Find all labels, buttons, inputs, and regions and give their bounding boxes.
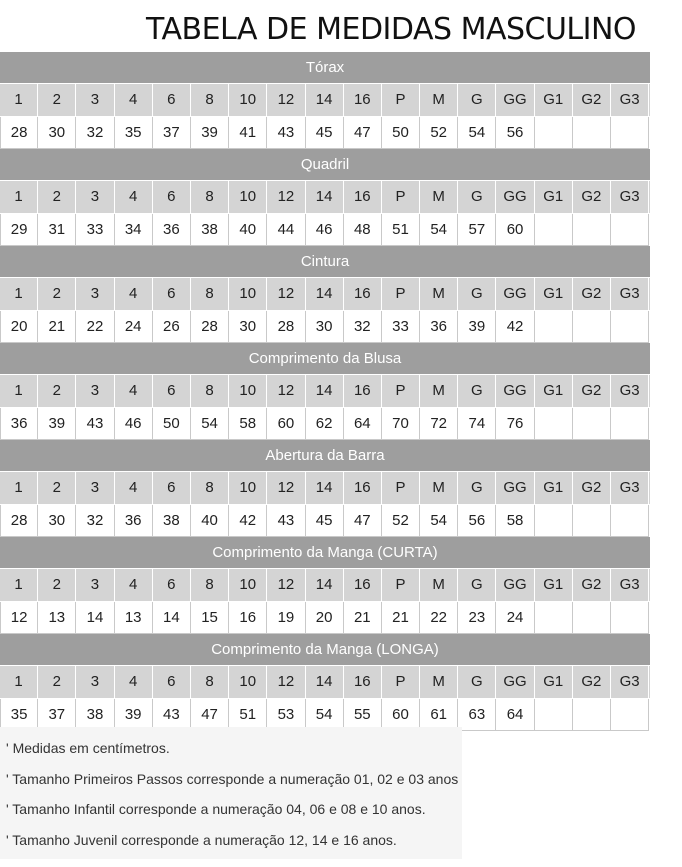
size-cell: 6 bbox=[153, 569, 191, 601]
size-cell: 16 bbox=[344, 181, 382, 213]
value-cell: 50 bbox=[153, 408, 191, 440]
size-cell: M bbox=[420, 472, 458, 504]
value-cell bbox=[611, 602, 649, 634]
size-cell: 1 bbox=[0, 569, 38, 601]
size-cell: 6 bbox=[153, 375, 191, 407]
value-cell bbox=[611, 214, 649, 246]
value-cell: 23 bbox=[458, 602, 496, 634]
size-cell: 10 bbox=[229, 569, 267, 601]
size-row bbox=[0, 278, 650, 311]
size-cell: G3 bbox=[611, 181, 649, 213]
value-cell: 47 bbox=[344, 505, 382, 537]
value-cell: 15 bbox=[191, 602, 229, 634]
size-cell: 10 bbox=[229, 181, 267, 213]
size-cell: M bbox=[420, 181, 458, 213]
size-cell: G bbox=[458, 84, 496, 116]
value-cell bbox=[573, 408, 611, 440]
size-cell: G1 bbox=[535, 666, 573, 698]
size-cell: G2 bbox=[573, 181, 611, 213]
value-cell: 54 bbox=[191, 408, 229, 440]
size-cell: G2 bbox=[573, 278, 611, 310]
size-cell: 16 bbox=[344, 375, 382, 407]
value-cell bbox=[535, 699, 573, 731]
size-cell: 8 bbox=[191, 375, 229, 407]
value-cell bbox=[573, 311, 611, 343]
size-cell: G1 bbox=[535, 278, 573, 310]
value-cell: 22 bbox=[76, 311, 114, 343]
size-row bbox=[0, 84, 650, 117]
value-cell: 31 bbox=[38, 214, 76, 246]
value-cell: 46 bbox=[115, 408, 153, 440]
size-cell: 2 bbox=[38, 278, 76, 310]
size-cell: GG bbox=[496, 666, 534, 698]
size-cell: 6 bbox=[153, 181, 191, 213]
notes-box bbox=[0, 727, 462, 859]
value-cell: 36 bbox=[0, 408, 38, 440]
size-cell: 16 bbox=[344, 472, 382, 504]
note-line: ' Tamanho Infantil corresponde a numeração 04, 06 e 08 e 10 anos. bbox=[6, 801, 426, 817]
size-cell: 8 bbox=[191, 84, 229, 116]
value-cell: 74 bbox=[458, 408, 496, 440]
value-cell: 40 bbox=[191, 505, 229, 537]
size-cell: P bbox=[382, 375, 420, 407]
value-cell bbox=[573, 214, 611, 246]
value-cell bbox=[611, 311, 649, 343]
note-line: ' Medidas em centímetros. bbox=[6, 740, 170, 756]
value-cell: 29 bbox=[0, 214, 38, 246]
size-cell: 6 bbox=[153, 84, 191, 116]
size-cell: G bbox=[458, 472, 496, 504]
size-cell: 1 bbox=[0, 84, 38, 116]
size-cell: 8 bbox=[191, 278, 229, 310]
size-cell: 4 bbox=[115, 278, 153, 310]
value-cell: 62 bbox=[306, 408, 344, 440]
value-cell: 47 bbox=[191, 699, 229, 731]
size-cell: 3 bbox=[76, 181, 114, 213]
value-cell: 13 bbox=[115, 602, 153, 634]
size-cell: 1 bbox=[0, 472, 38, 504]
value-cell bbox=[535, 117, 573, 149]
value-cell: 52 bbox=[382, 505, 420, 537]
size-cell: 16 bbox=[344, 666, 382, 698]
value-cell: 60 bbox=[382, 699, 420, 731]
size-cell: 12 bbox=[267, 472, 305, 504]
section-header: Comprimento da Manga (CURTA) bbox=[0, 537, 650, 569]
value-row bbox=[0, 505, 650, 537]
value-cell: 54 bbox=[306, 699, 344, 731]
size-cell: P bbox=[382, 666, 420, 698]
size-cell: 2 bbox=[38, 84, 76, 116]
size-cell: G3 bbox=[611, 375, 649, 407]
size-cell: 10 bbox=[229, 278, 267, 310]
size-cell: 3 bbox=[76, 472, 114, 504]
value-cell: 45 bbox=[306, 505, 344, 537]
size-cell: P bbox=[382, 472, 420, 504]
size-cell: 4 bbox=[115, 666, 153, 698]
size-cell: 2 bbox=[38, 472, 76, 504]
size-cell: 6 bbox=[153, 472, 191, 504]
value-cell: 21 bbox=[344, 602, 382, 634]
value-cell: 14 bbox=[76, 602, 114, 634]
value-cell: 38 bbox=[76, 699, 114, 731]
value-cell: 56 bbox=[496, 117, 534, 149]
size-cell: 16 bbox=[344, 569, 382, 601]
value-cell: 32 bbox=[76, 505, 114, 537]
value-row bbox=[0, 408, 650, 440]
value-cell: 33 bbox=[382, 311, 420, 343]
size-cell: 14 bbox=[306, 569, 344, 601]
value-cell: 57 bbox=[458, 214, 496, 246]
size-cell: 6 bbox=[153, 666, 191, 698]
value-cell bbox=[573, 117, 611, 149]
value-cell: 60 bbox=[496, 214, 534, 246]
value-cell: 70 bbox=[382, 408, 420, 440]
size-row bbox=[0, 666, 650, 699]
size-cell: P bbox=[382, 181, 420, 213]
value-cell: 30 bbox=[38, 117, 76, 149]
size-cell: 4 bbox=[115, 375, 153, 407]
note-line: ' Tamanho Juvenil corresponde a numeração 12, 14 e 16 anos. bbox=[6, 831, 397, 848]
size-cell: 16 bbox=[344, 84, 382, 116]
value-cell: 63 bbox=[458, 699, 496, 731]
size-cell: 2 bbox=[38, 181, 76, 213]
size-cell: G2 bbox=[573, 569, 611, 601]
value-cell: 28 bbox=[267, 311, 305, 343]
size-cell: G3 bbox=[611, 666, 649, 698]
value-cell: 37 bbox=[153, 117, 191, 149]
value-cell: 14 bbox=[153, 602, 191, 634]
size-cell: G1 bbox=[535, 84, 573, 116]
value-cell: 45 bbox=[306, 117, 344, 149]
size-cell: P bbox=[382, 569, 420, 601]
section-header: Abertura da Barra bbox=[0, 440, 650, 472]
size-cell: 14 bbox=[306, 375, 344, 407]
size-cell: G1 bbox=[535, 472, 573, 504]
value-cell: 33 bbox=[76, 214, 114, 246]
size-cell: GG bbox=[496, 472, 534, 504]
value-cell: 19 bbox=[267, 602, 305, 634]
size-cell: G1 bbox=[535, 181, 573, 213]
size-cell: 8 bbox=[191, 181, 229, 213]
size-cell: G bbox=[458, 569, 496, 601]
size-cell: P bbox=[382, 84, 420, 116]
value-cell: 32 bbox=[76, 117, 114, 149]
size-cell: GG bbox=[496, 375, 534, 407]
size-cell: 3 bbox=[76, 84, 114, 116]
size-cell: 1 bbox=[0, 278, 38, 310]
size-cell: M bbox=[420, 84, 458, 116]
size-cell: 4 bbox=[115, 569, 153, 601]
value-cell: 42 bbox=[496, 311, 534, 343]
value-cell bbox=[611, 117, 649, 149]
value-row bbox=[0, 311, 650, 343]
value-cell: 30 bbox=[38, 505, 76, 537]
value-cell bbox=[573, 602, 611, 634]
value-cell: 28 bbox=[0, 505, 38, 537]
value-cell bbox=[535, 408, 573, 440]
size-cell: G1 bbox=[535, 569, 573, 601]
value-cell: 43 bbox=[76, 408, 114, 440]
size-cell: G2 bbox=[573, 472, 611, 504]
value-cell: 40 bbox=[229, 214, 267, 246]
size-cell: 10 bbox=[229, 84, 267, 116]
size-cell: 3 bbox=[76, 278, 114, 310]
value-cell: 47 bbox=[344, 117, 382, 149]
value-cell: 72 bbox=[420, 408, 458, 440]
size-cell: 12 bbox=[267, 181, 305, 213]
size-cell: 16 bbox=[344, 278, 382, 310]
value-cell: 61 bbox=[420, 699, 458, 731]
size-cell: 2 bbox=[38, 569, 76, 601]
size-cell: 10 bbox=[229, 666, 267, 698]
size-cell: GG bbox=[496, 569, 534, 601]
size-cell: 12 bbox=[267, 278, 305, 310]
value-cell: 30 bbox=[306, 311, 344, 343]
size-cell: M bbox=[420, 666, 458, 698]
value-row bbox=[0, 602, 650, 634]
size-cell: 4 bbox=[115, 181, 153, 213]
size-cell: M bbox=[420, 569, 458, 601]
value-cell: 43 bbox=[153, 699, 191, 731]
size-cell: G3 bbox=[611, 278, 649, 310]
value-row bbox=[0, 214, 650, 246]
value-cell: 26 bbox=[153, 311, 191, 343]
size-cell: 14 bbox=[306, 666, 344, 698]
value-cell bbox=[535, 311, 573, 343]
value-cell: 20 bbox=[0, 311, 38, 343]
value-cell: 44 bbox=[267, 214, 305, 246]
size-cell: G bbox=[458, 278, 496, 310]
size-cell: 1 bbox=[0, 666, 38, 698]
value-cell: 35 bbox=[0, 699, 38, 731]
value-cell: 55 bbox=[344, 699, 382, 731]
size-cell: 3 bbox=[76, 666, 114, 698]
size-cell: G bbox=[458, 375, 496, 407]
size-cell: G2 bbox=[573, 84, 611, 116]
value-cell: 58 bbox=[229, 408, 267, 440]
size-cell: 10 bbox=[229, 375, 267, 407]
value-cell: 53 bbox=[267, 699, 305, 731]
value-cell: 52 bbox=[420, 117, 458, 149]
value-cell: 24 bbox=[496, 602, 534, 634]
value-cell: 60 bbox=[267, 408, 305, 440]
size-cell: M bbox=[420, 375, 458, 407]
size-cell: G bbox=[458, 666, 496, 698]
value-cell: 13 bbox=[38, 602, 76, 634]
value-cell: 12 bbox=[0, 602, 38, 634]
value-cell: 51 bbox=[229, 699, 267, 731]
value-cell: 38 bbox=[191, 214, 229, 246]
value-cell bbox=[535, 505, 573, 537]
size-cell: G3 bbox=[611, 569, 649, 601]
value-cell bbox=[535, 214, 573, 246]
size-row bbox=[0, 569, 650, 602]
value-cell: 56 bbox=[458, 505, 496, 537]
size-cell: 14 bbox=[306, 472, 344, 504]
size-cell: 8 bbox=[191, 569, 229, 601]
size-cell: 14 bbox=[306, 278, 344, 310]
value-cell: 30 bbox=[229, 311, 267, 343]
size-cell: 10 bbox=[229, 472, 267, 504]
page-title: TABELA DE MEDIDAS MASCULINO bbox=[146, 12, 637, 47]
size-cell: G1 bbox=[535, 375, 573, 407]
size-cell: G2 bbox=[573, 375, 611, 407]
value-cell: 64 bbox=[344, 408, 382, 440]
size-cell: 3 bbox=[76, 375, 114, 407]
size-cell: G3 bbox=[611, 472, 649, 504]
value-cell: 36 bbox=[153, 214, 191, 246]
size-row bbox=[0, 472, 650, 505]
value-cell: 39 bbox=[115, 699, 153, 731]
value-cell bbox=[573, 699, 611, 731]
value-cell: 58 bbox=[496, 505, 534, 537]
value-cell: 50 bbox=[382, 117, 420, 149]
value-cell: 35 bbox=[115, 117, 153, 149]
value-cell bbox=[611, 505, 649, 537]
size-cell: 1 bbox=[0, 375, 38, 407]
size-cell: 8 bbox=[191, 666, 229, 698]
size-cell: 12 bbox=[267, 84, 305, 116]
size-cell: G3 bbox=[611, 84, 649, 116]
size-cell: G bbox=[458, 181, 496, 213]
size-cell: 14 bbox=[306, 181, 344, 213]
value-cell: 36 bbox=[420, 311, 458, 343]
value-cell: 38 bbox=[153, 505, 191, 537]
value-cell bbox=[573, 505, 611, 537]
size-cell: P bbox=[382, 278, 420, 310]
size-cell: 2 bbox=[38, 375, 76, 407]
value-cell: 34 bbox=[115, 214, 153, 246]
value-cell: 46 bbox=[306, 214, 344, 246]
value-cell: 28 bbox=[191, 311, 229, 343]
value-cell: 42 bbox=[229, 505, 267, 537]
section-header: Comprimento da Blusa bbox=[0, 343, 650, 375]
value-cell: 16 bbox=[229, 602, 267, 634]
value-cell: 21 bbox=[382, 602, 420, 634]
value-cell: 32 bbox=[344, 311, 382, 343]
note-line: ' Tamanho Primeiros Passos corresponde a numeração 01, 02 e 03 anos bbox=[6, 770, 459, 787]
value-cell: 54 bbox=[420, 214, 458, 246]
value-cell: 64 bbox=[496, 699, 534, 731]
section-header: Tórax bbox=[0, 52, 650, 84]
size-cell: 12 bbox=[267, 569, 305, 601]
value-cell: 39 bbox=[458, 311, 496, 343]
value-cell: 48 bbox=[344, 214, 382, 246]
size-cell: 4 bbox=[115, 472, 153, 504]
size-row bbox=[0, 375, 650, 408]
value-cell: 37 bbox=[38, 699, 76, 731]
value-cell bbox=[535, 602, 573, 634]
value-cell: 54 bbox=[420, 505, 458, 537]
size-cell: GG bbox=[496, 181, 534, 213]
value-cell: 41 bbox=[229, 117, 267, 149]
size-cell: GG bbox=[496, 84, 534, 116]
size-cell: 12 bbox=[267, 666, 305, 698]
measurement-table bbox=[0, 52, 650, 731]
value-cell: 24 bbox=[115, 311, 153, 343]
size-cell: 8 bbox=[191, 472, 229, 504]
value-cell: 22 bbox=[420, 602, 458, 634]
size-cell: 1 bbox=[0, 181, 38, 213]
value-cell: 36 bbox=[115, 505, 153, 537]
value-cell: 54 bbox=[458, 117, 496, 149]
value-cell: 43 bbox=[267, 117, 305, 149]
section-header: Comprimento da Manga (LONGA) bbox=[0, 634, 650, 666]
value-cell: 51 bbox=[382, 214, 420, 246]
value-row bbox=[0, 117, 650, 149]
size-cell: GG bbox=[496, 278, 534, 310]
size-cell: 6 bbox=[153, 278, 191, 310]
size-cell: 4 bbox=[115, 84, 153, 116]
value-cell bbox=[611, 699, 649, 731]
size-row bbox=[0, 181, 650, 214]
section-header: Quadril bbox=[0, 149, 650, 181]
size-cell: 14 bbox=[306, 84, 344, 116]
section-header: Cintura bbox=[0, 246, 650, 278]
value-cell: 43 bbox=[267, 505, 305, 537]
size-cell: 12 bbox=[267, 375, 305, 407]
size-cell: 2 bbox=[38, 666, 76, 698]
size-cell: 3 bbox=[76, 569, 114, 601]
value-cell: 21 bbox=[38, 311, 76, 343]
value-cell: 39 bbox=[191, 117, 229, 149]
size-cell: G2 bbox=[573, 666, 611, 698]
value-cell: 39 bbox=[38, 408, 76, 440]
value-cell: 20 bbox=[306, 602, 344, 634]
size-cell: M bbox=[420, 278, 458, 310]
value-cell: 28 bbox=[0, 117, 38, 149]
value-cell bbox=[611, 408, 649, 440]
value-cell: 76 bbox=[496, 408, 534, 440]
